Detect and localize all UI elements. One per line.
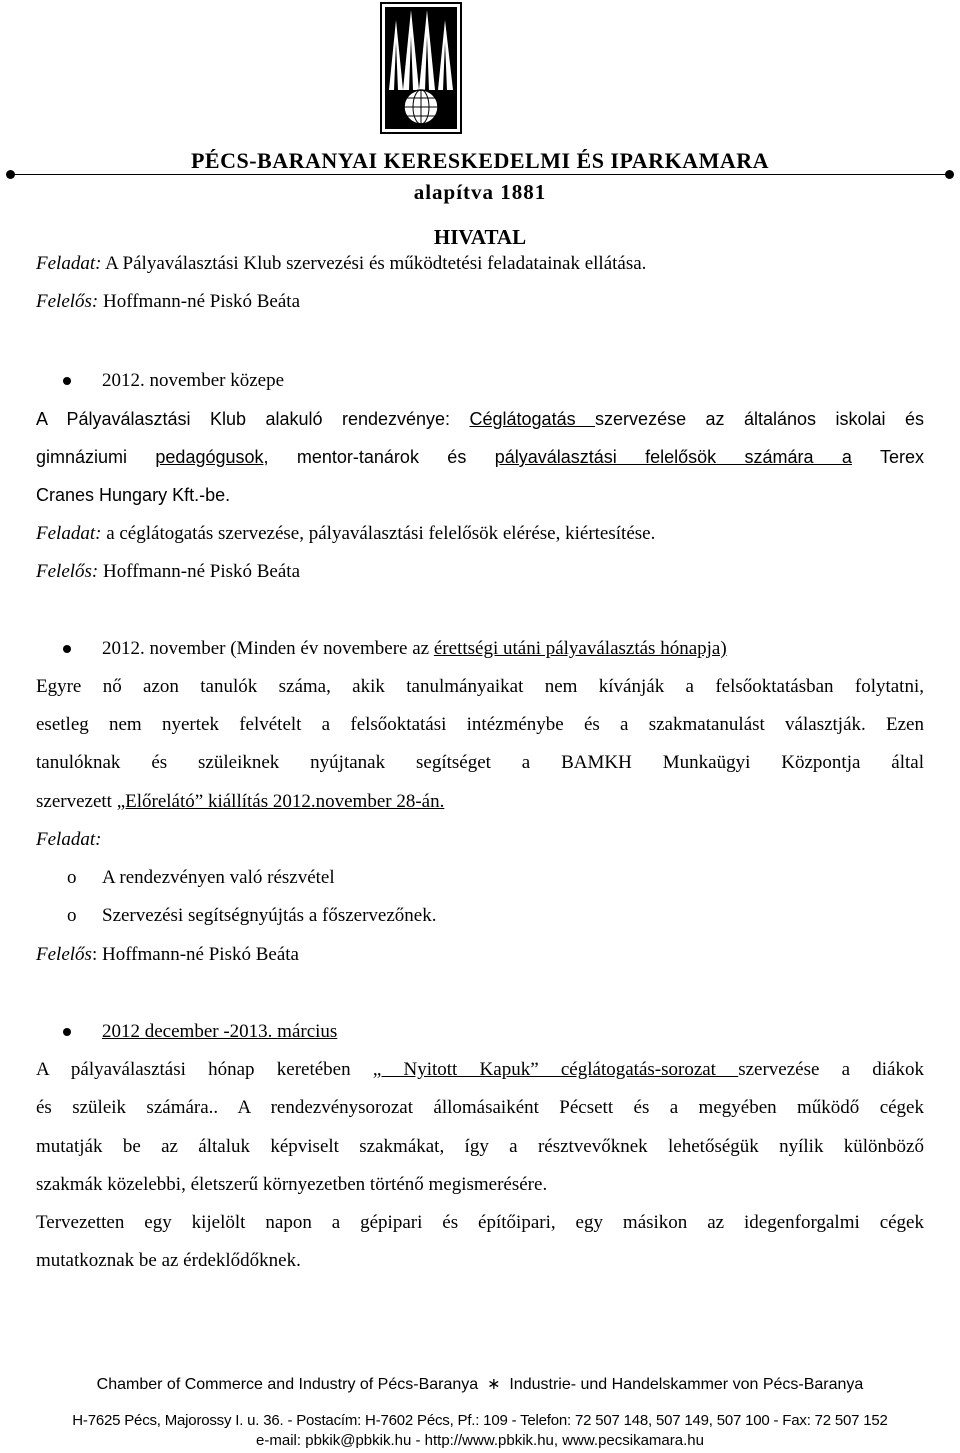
intro-responsible: Felelős: Hoffmann-né Piskó Beáta: [36, 291, 301, 312]
section3-line1: A pályaválasztási hónap keretében „ Nyitott Kapuk” céglátogatás-sorozat szervezése a diákok: [36, 1059, 924, 1080]
rule-dot-left: [6, 170, 15, 179]
section1-task: Feladat: a céglátogatás szervezése, pályaválasztási felelősök elérése, kiértesítése.: [36, 523, 656, 544]
section2-responsible: Felelős: Hoffmann-né Piskó Beáta: [36, 944, 299, 965]
section1-line3: Cranes Hungary Kft.-be.: [36, 485, 231, 505]
chamber-logo: [380, 2, 462, 134]
section1-line1: A Pályaválasztási Klub alakuló rendezvénye: Céglátogatás szervezése az általános iskolai és: [36, 409, 925, 429]
section3-line6: mutatkoznak be az érdeklődőknek.: [36, 1250, 301, 1271]
section1-heading: 2012. november közepe: [102, 370, 285, 391]
header-rule: [10, 174, 950, 175]
section1-line2: gimnáziumi pedagógusok, mentor-tanárok és pályaválasztási felelősök számára a Terex: [36, 447, 924, 467]
section3-line3: mutatják be az általuk képviselt szakmákat, így a résztvevőknek lehetőségük nyílik különböző: [36, 1136, 924, 1157]
founded-year: alapítva 1881: [413, 180, 547, 204]
section2-line4: szervezett „Előrelátó” kiállítás 2012.november 28-án.: [36, 791, 445, 812]
section2-heading: 2012. november (Minden év novembere az érettségi utáni pályaválasztás hónapja): [102, 638, 727, 659]
section2-line2: esetleg nem nyertek felvételt a felsőoktatási intézménybe és a szakmatanulást választják. Ezen: [36, 714, 924, 735]
bullet-icon: [63, 1028, 71, 1036]
sub-bullet-icon: o: [67, 905, 77, 926]
bullet-icon: [63, 645, 71, 653]
section3-line5: Tervezetten egy kijelölt napon a gépipari és építőipari, egy másikon az idegenforgalmi cégek: [36, 1212, 924, 1233]
intro-task: Feladat: A Pályaválasztási Klub szervezési és működtetési feladatainak ellátása.: [36, 253, 647, 274]
section2-line3: tanulóknak és szüleiknek nyújtanak segítséget a BAMKH Munkaügyi Központja által: [36, 752, 924, 773]
rule-dot-right: [945, 170, 954, 179]
section2-sub2: Szervezési segítségnyújtás a főszervezőnek.: [102, 905, 437, 926]
section2-line1: Egyre nő azon tanulók száma, akik tanulmányaikat nem kívánják a felsőoktatásban folytatni,: [36, 676, 924, 697]
section1-responsible: Felelős: Hoffmann-né Piskó Beáta: [36, 561, 301, 582]
section3-line2: és szüleik számára.. A rendezvénysorozat állomásaiként Pécsett és a megyében működő cégek: [36, 1097, 924, 1118]
organization-name: PÉCS-BARANYAI KERESKEDELMI ÉS IPARKAMARA: [190, 148, 769, 173]
footer-chamber-names: Chamber of Commerce and Industry of Pécs-Baranya ∗ Industrie- und Handelskammer von Pécs-Baranya: [96, 1376, 864, 1393]
department-title: HIVATAL: [433, 225, 527, 249]
section3-heading: 2012 december -2013. március: [102, 1021, 338, 1042]
section3-line4: szakmák közelebbi, életszerű környezetben történő megismerésére.: [36, 1174, 548, 1195]
bullet-icon: [63, 377, 71, 385]
footer-contact: e-mail: pbkik@pbkik.hu - http://www.pbkik.hu, www.pecsikamara.hu: [256, 1432, 704, 1449]
sub-bullet-icon: o: [67, 867, 77, 888]
footer-address: H-7625 Pécs, Majorossy I. u. 36. - Postacím: H-7602 Pécs, Pf.: 109 - Telefon: 72 507 148, 507 149, 507 100 - Fax: 72 507 152: [72, 1412, 888, 1429]
section2-sub1: A rendezvényen való részvétel: [102, 867, 335, 888]
section2-task-label: Feladat:: [36, 829, 102, 850]
